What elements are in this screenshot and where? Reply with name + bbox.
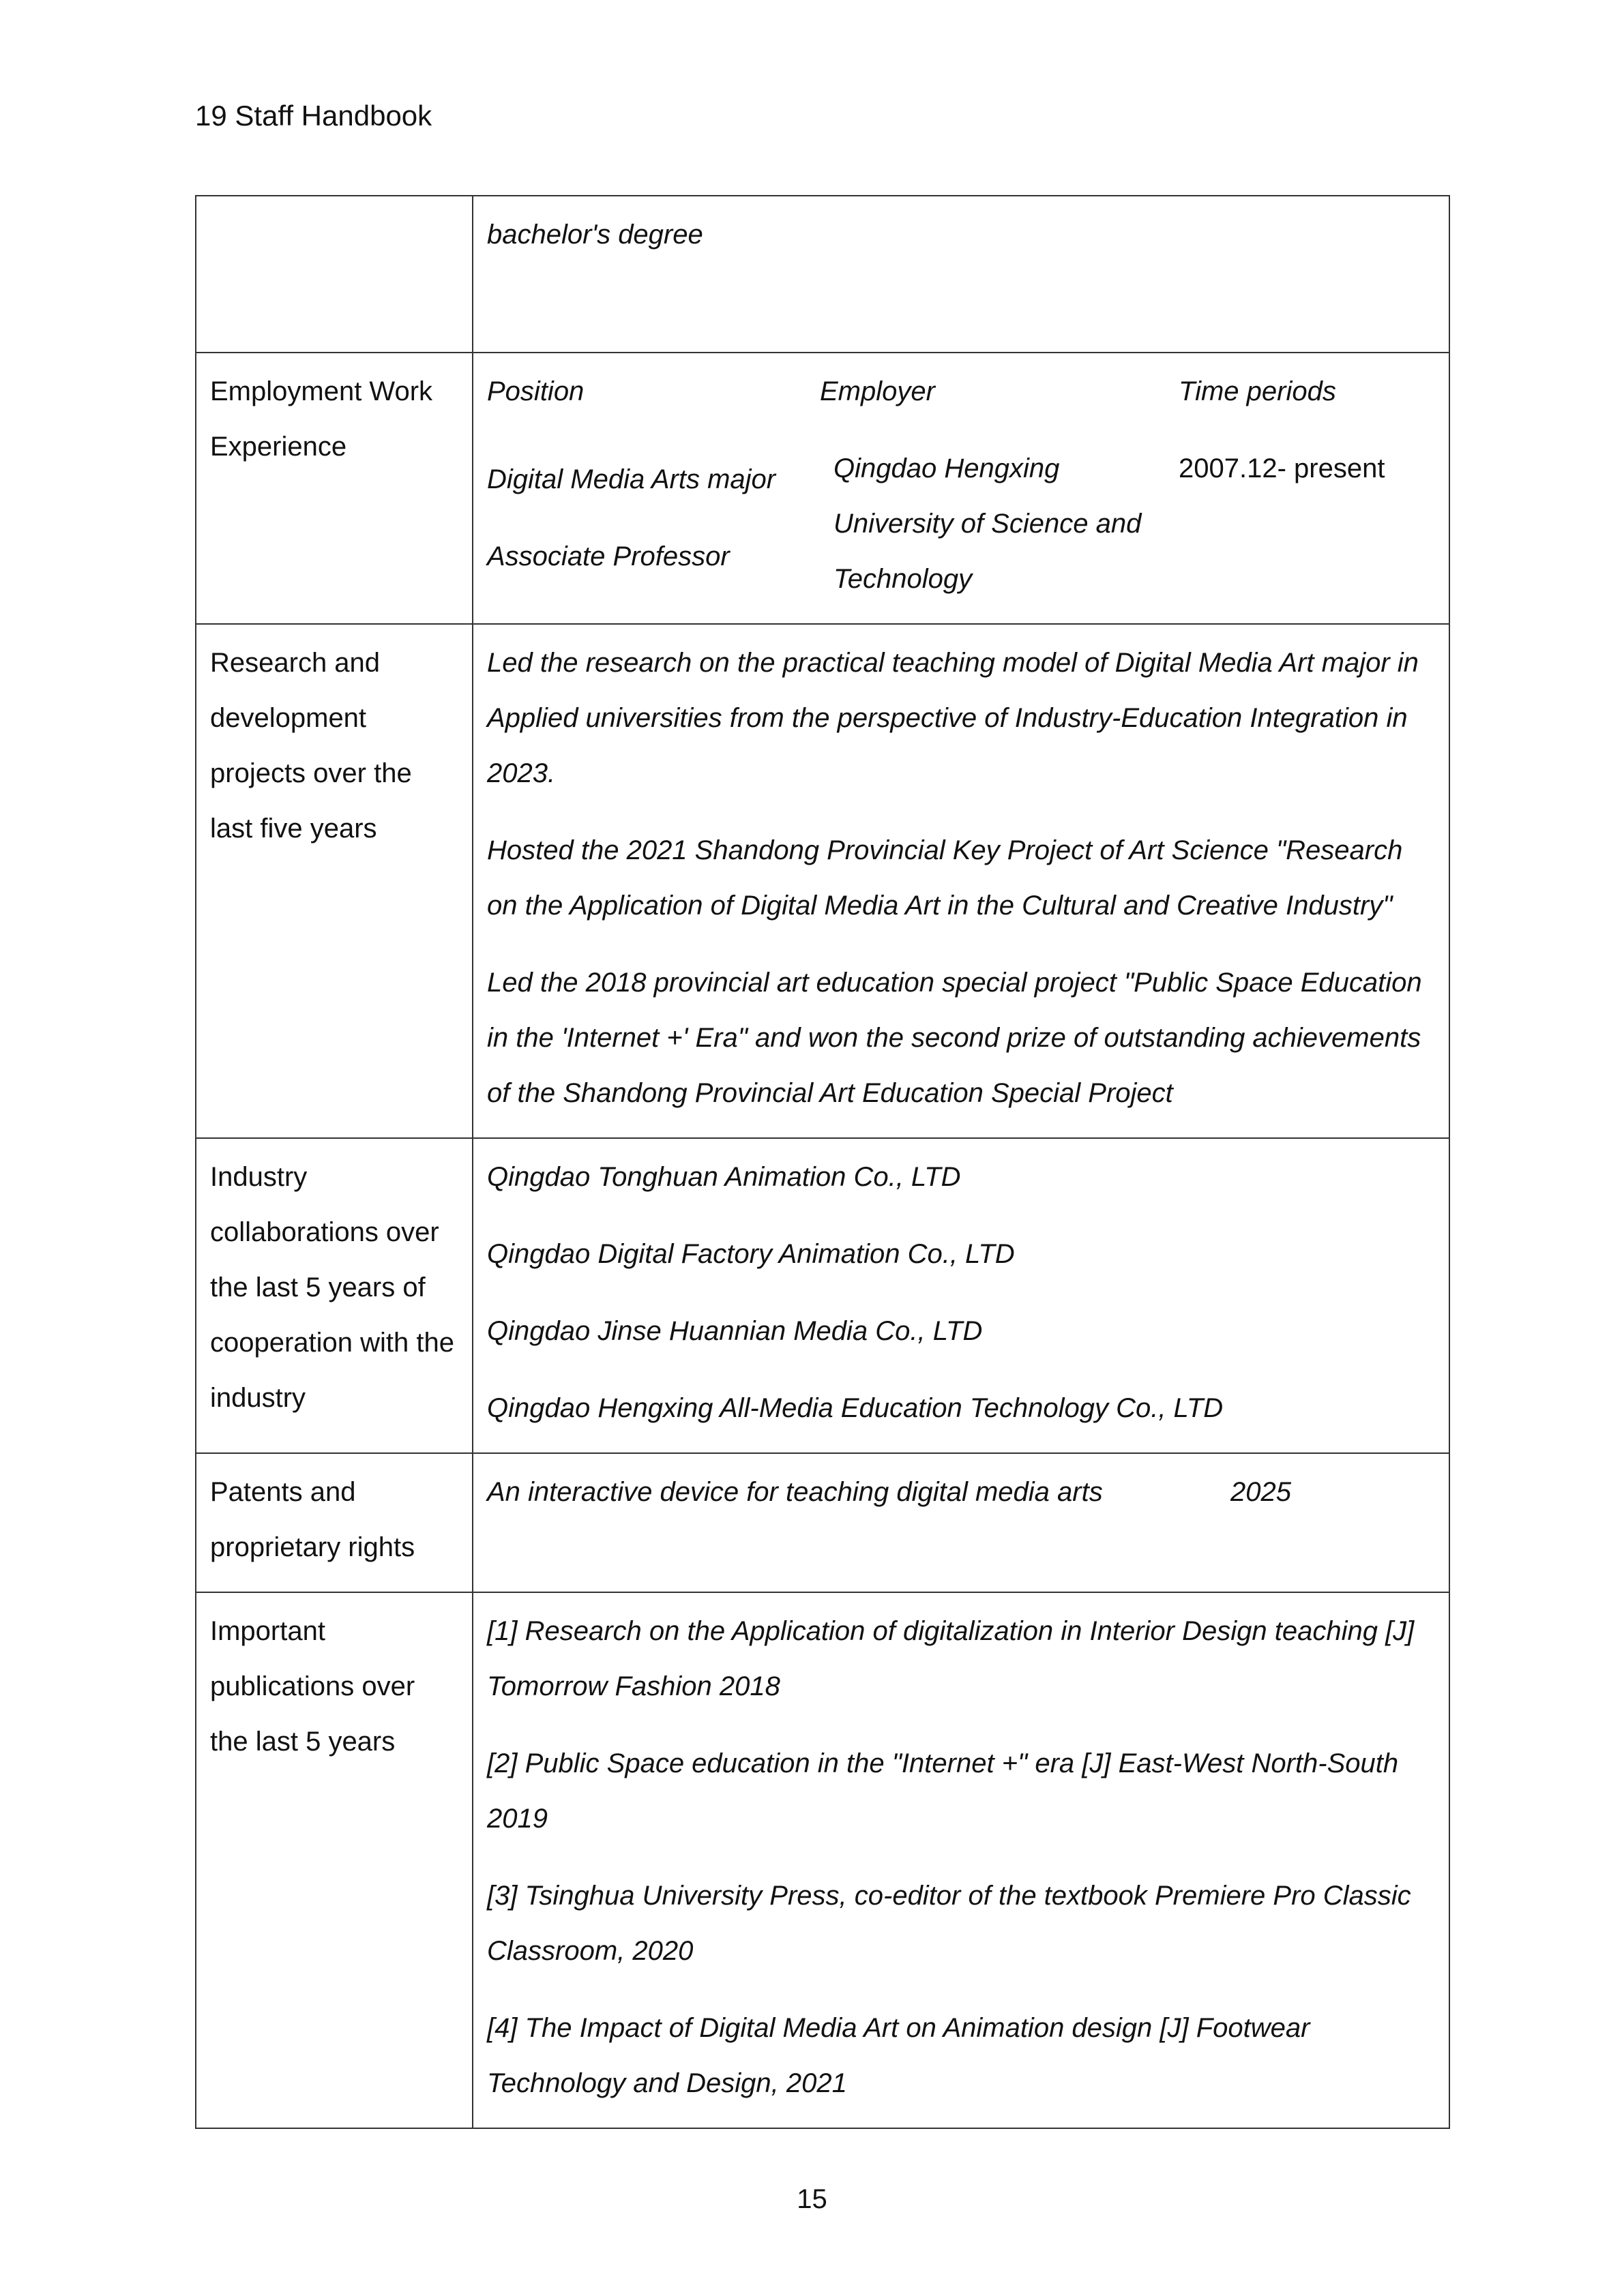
research-content bbox=[473, 624, 1449, 1138]
industry-item: Qingdao Hengxing All-Media Education Technology Co., LTD bbox=[487, 1393, 1224, 1423]
publication-item: [3] Tsinghua University Press, co-editor of the textbook Premiere Pro Classic Classroom, 2020 bbox=[487, 1881, 1411, 1966]
patents-label: Patents and proprietary rights bbox=[196, 1453, 473, 1592]
research-item: Led the 2018 provincial art education special project "Public Space Education in the 'Internet +' Era" and won the second prize of outstanding achievements of the Shandong Provincial Art Education Special Project bbox=[487, 968, 1422, 1108]
staff-profile-table bbox=[195, 195, 1450, 2129]
industry-content bbox=[473, 1138, 1449, 1453]
position-header: Position bbox=[487, 376, 585, 406]
table-row-patents bbox=[196, 1453, 1449, 1592]
publications-content bbox=[473, 1592, 1449, 2128]
employment-content bbox=[473, 353, 1449, 624]
table-row-education bbox=[196, 196, 1449, 353]
research-item: Led the research on the practical teaching model of Digital Media Art major in Applied universities from the perspective of Industry-Education Integration in 2023. bbox=[487, 648, 1419, 788]
industry-item: Qingdao Digital Factory Animation Co., LTD bbox=[487, 1239, 1015, 1269]
publications-label: Important publications over the last 5 years bbox=[196, 1592, 473, 2128]
page-number: 15 bbox=[797, 2184, 827, 2214]
publication-item: [4] The Impact of Digital Media Art on Animation design [J] Footwear Technology and Design, 2021 bbox=[487, 2013, 1310, 2098]
industry-item: Qingdao Tonghuan Animation Co., LTD bbox=[487, 1162, 961, 1192]
patent-title: An interactive device for teaching digital media arts bbox=[487, 1477, 1103, 1507]
table-row-publications bbox=[196, 1592, 1449, 2128]
education-label bbox=[196, 196, 473, 353]
table-row-industry bbox=[196, 1138, 1449, 1453]
research-item: Hosted the 2021 Shandong Provincial Key Project of Art Science "Research on the Application of Digital Media Art in the Cultural and Creative Industry" bbox=[487, 835, 1403, 921]
industry-item: Qingdao Jinse Huannian Media Co., LTD bbox=[487, 1316, 983, 1346]
publication-item: [2] Public Space education in the "Internet +" era [J] East-West North-South 2019 bbox=[487, 1748, 1399, 1834]
time-header: Time periods bbox=[1179, 376, 1336, 406]
publication-item: [1] Research on the Application of digitalization in Interior Design teaching [J] Tomorrow Fashion 2018 bbox=[487, 1616, 1415, 1701]
education-value bbox=[473, 196, 1449, 353]
employer-header: Employer bbox=[820, 376, 935, 406]
research-label: Research and development projects over the last five years bbox=[196, 624, 473, 1138]
patent-entry bbox=[487, 1465, 1435, 1520]
position-value: Digital Media Arts major Associate Professor bbox=[487, 464, 776, 571]
employment-grid bbox=[487, 364, 1435, 607]
employer-value: Qingdao Hengxing University of Science and Technology bbox=[833, 453, 1142, 594]
patent-year: 2025 bbox=[1230, 1477, 1291, 1507]
time-value: 2007.12- present bbox=[1179, 453, 1385, 483]
degree-text: bachelor's degree bbox=[487, 220, 703, 250]
employment-label: Employment Work Experience bbox=[196, 353, 473, 624]
industry-label: Industry collaborations over the last 5 years of cooperation with the industry bbox=[196, 1138, 473, 1453]
patents-content bbox=[473, 1453, 1449, 1592]
table-row-research bbox=[196, 624, 1449, 1138]
table-row-employment bbox=[196, 353, 1449, 624]
page-header: 19 Staff Handbook bbox=[195, 100, 432, 132]
